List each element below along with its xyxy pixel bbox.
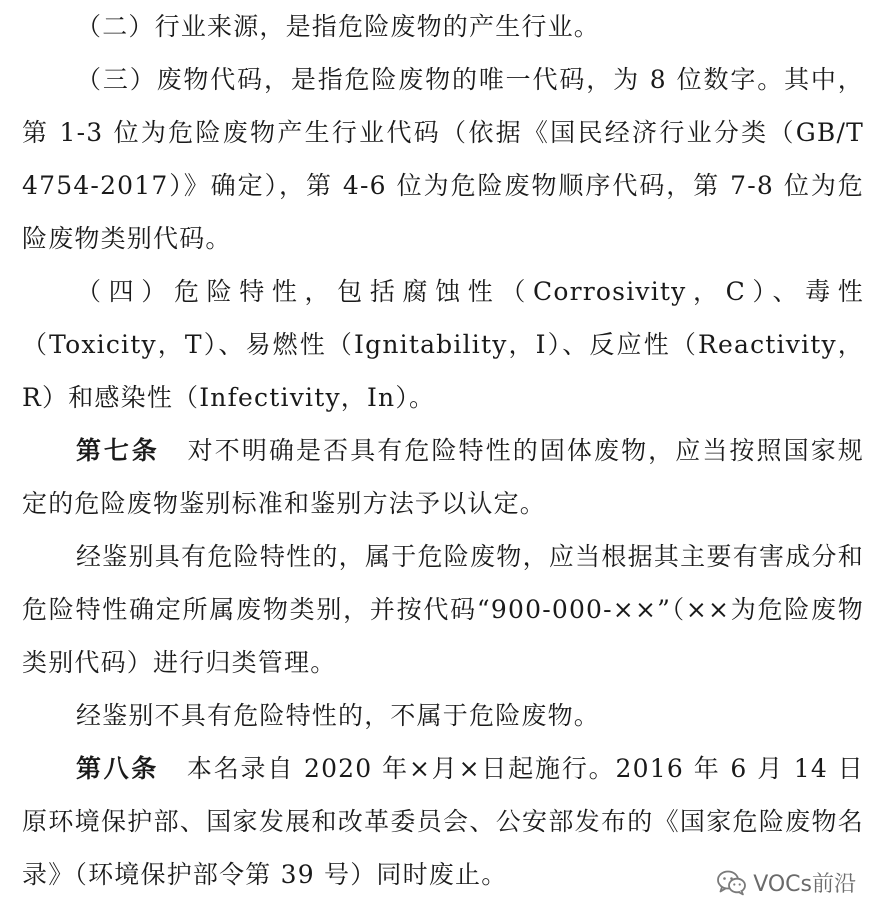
- watermark: [711, 865, 862, 900]
- paragraph-text: （四）危险特性，包括腐蚀性（Corrosivity，C）、毒性（Toxicity，T）、易燃性（Ignitability，I）、反应性（Reactivity，R）和感染性（Infectivity，In）。: [22, 277, 864, 412]
- wechat-icon: [717, 870, 747, 896]
- paragraph-text: 经鉴别具有危险特性的，属于危险废物，应当根据其主要有害成分和危险特性确定所属废物类别，并按代码“900-000-××”（××为危险废物类别代码）进行归类管理。: [22, 542, 864, 677]
- document-body: [22, 0, 864, 901]
- article-heading: 第七条: [76, 436, 160, 465]
- paragraph-text: 经鉴别不具有危险特性的，不属于危险废物。: [76, 701, 601, 730]
- article-seven: [22, 424, 864, 530]
- paragraph-text: 对不明确是否具有危险特性的固体废物，应当按照国家规定的危险废物鉴别标准和鉴别方法予以认定。: [22, 436, 864, 518]
- paragraph-text: 本名录自 2020 年×月×日起施行。2016 年 6 月 14 日原环境保护部、国家发展和改革委员会、公安部发布的《国家危险废物名录》（环境保护部令第 39 号）同时废止。: [22, 754, 864, 889]
- article-heading: 第八条: [76, 754, 159, 783]
- paragraph-hazard-characteristics: [22, 265, 864, 424]
- paragraph-industry-source: [22, 0, 864, 53]
- paragraph-text: （二）行业来源，是指危险废物的产生行业。: [76, 12, 601, 41]
- paragraph-waste-code: [22, 53, 864, 265]
- paragraph-identified-non-hazardous: [22, 689, 864, 742]
- watermark-text: VOCs前沿: [753, 872, 856, 897]
- paragraph-text: （三）废物代码，是指危险废物的唯一代码，为 8 位数字。其中，第 1-3 位为危险废物产生行业代码（依据《国民经济行业分类（GB/T 4754-2017）》确定），第 4-6 位为危险废物顺序代码，第 7-8 位为危险废物类别代码。: [22, 65, 864, 253]
- paragraph-identified-hazardous: [22, 530, 864, 689]
